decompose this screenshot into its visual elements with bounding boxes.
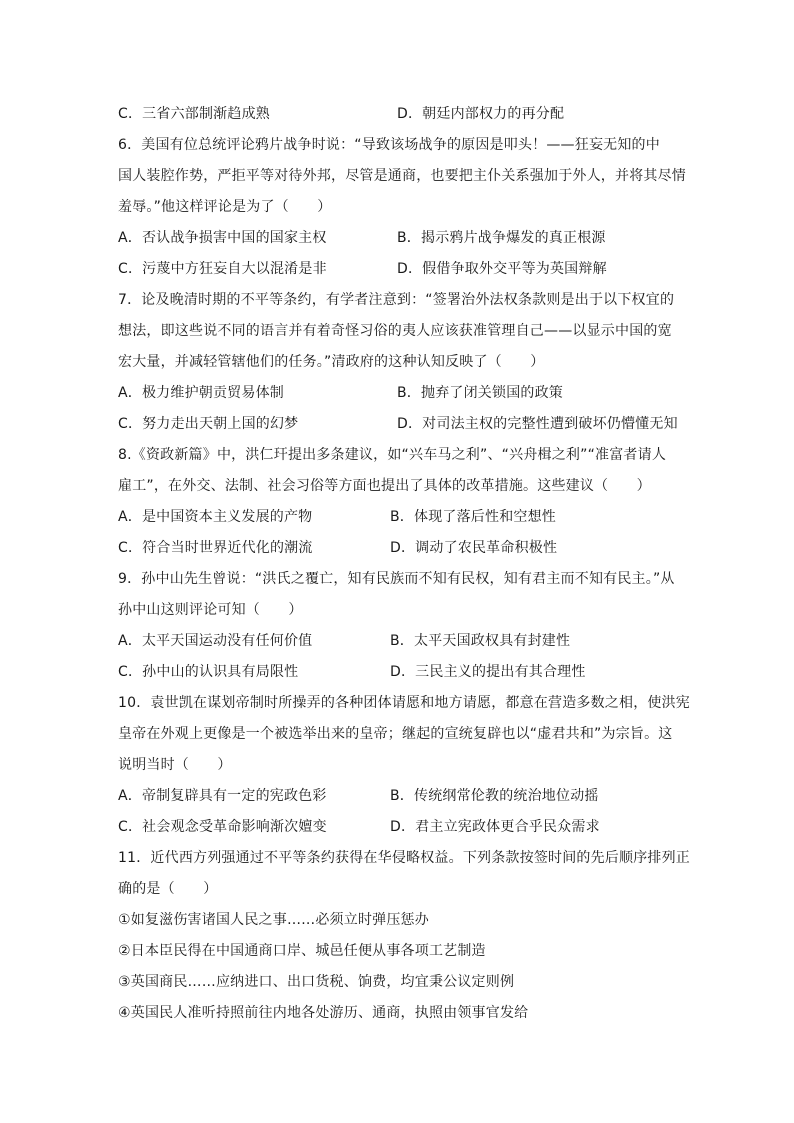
q11-stem-line-2: 确的是（ ） [118,881,218,897]
q8-option-b: B．体现了落后性和空想性 [390,509,557,525]
q6-option-d: D．假借争取外交平等为英国辩解 [397,261,607,277]
q10-option-d: D．君主立宪政体更合乎民众需求 [390,819,600,835]
q6-stem-line-2: 国人装腔作势，严拒平等对待外邦，尽管是通商，也要把主仆关系强加于外人，并将其尽情 [118,168,686,184]
q11-item-1: ①如复滋伤害诸国人民之事……必须立时弹压惩办 [118,912,429,928]
q8-stem-line-2: 雇工”，在外交、法制、社会习俗等方面也提出了具体的改革措施。这些建议（ ） [118,478,651,494]
q7-option-b: B．抛弃了闭关锁国的政策 [397,385,564,401]
q7-option-c: C．努力走出天朝上国的幻梦 [118,416,299,432]
q11-stem-line-1: 11．近代西方列强通过不平等条约获得在华侵略权益。下列条款按签时间的先后顺序排列正 [118,850,691,866]
q11-item-3: ③英国商民……应纳进口、出口货税、饷费，均宜秉公议定则例 [118,974,515,990]
q10-stem-line-3: 说明当时（ ） [118,757,232,773]
q7-option-a: A．极力维护朝贡贸易体制 [118,385,284,401]
q6-option-c: C．污蔑中方狂妄自大以混淆是非 [118,261,327,277]
q6-stem-line-1: 6．美国有位总统评论鸦片战争时说：“导致该场战争的原因是叩头！——狂妄无知的中 [118,137,660,153]
q10-stem-line-1: 10．袁世凯在谋划帝制时所操弄的各种团体请愿和地方请愿，都意在营造多数之相，使洪宪 [118,695,691,711]
q6-option-a: A．否认战争损害中国的国家主权 [118,230,327,246]
q8-option-d: D．调动了农民革命积极性 [390,540,558,556]
q7-stem-line-1: 7．论及晚清时期的不平等条约，有学者注意到：“签署治外法权条款则是出于以下权宜的 [118,292,675,308]
q10-option-c: C．社会观念受革命影响渐次嬗变 [118,819,327,835]
q9-option-d: D．三民主义的提出有其合理性 [390,664,586,680]
option-c-prev: C．三省六部制渐趋成熟 [118,106,270,122]
q11-item-2: ②日本臣民得在中国通商口岸、城邑任便从事各项工艺制造 [118,943,486,959]
q8-option-c: C．符合当时世界近代化的潮流 [118,540,313,556]
q9-option-b: B．太平天国政权具有封建性 [390,633,571,649]
option-d-prev: D．朝廷内部权力的再分配 [397,106,565,122]
q9-stem-line-2: 孙中山这则评论可知（ ） [118,602,303,618]
q6-stem-line-3: 羞辱。”他这样评论是为了（ ） [118,199,332,215]
q7-stem-line-3: 宏大量，并减轻管辖他们的任务。”清政府的这种认知反映了（ ） [118,354,545,370]
q9-option-c: C．孙中山的认识具有局限性 [118,664,299,680]
q6-option-b: B．揭示鸦片战争爆发的真正根源 [397,230,606,246]
q10-option-a: A．帝制复辟具有一定的宪政色彩 [118,788,327,804]
q7-option-d: D．对司法主权的完整性遭到破坏仍懵懂无知 [397,416,678,432]
q10-option-b: B．传统纲常伦教的统治地位动摇 [390,788,599,804]
q8-option-a: A．是中国资本主义发展的产物 [118,509,313,525]
q8-stem-line-1: 8.《资政新篇》中，洪仁玕提出多条建议，如“兴车马之利”、“兴舟楫之利”“准富者请人 [118,447,667,463]
q9-stem-line-1: 9．孙中山先生曾说：“洪氏之覆亡，知有民族而不知有民权，知有君主而不知有民主。”从 [118,571,675,587]
q11-item-4: ④英国民人准听持照前往内地各处游历、通商，执照由领事官发给 [118,1005,529,1021]
q10-stem-line-2: 皇帝在外观上更像是一个被选举出来的皇帝；继起的宣统复辟也以“虚君共和”为宗旨。这 [118,726,673,742]
q7-stem-line-2: 想法，即这些说不同的语言并有着奇怪习俗的夷人应该获准管理自己——以显示中国的宽 [118,323,672,339]
q9-option-a: A．太平天国运动没有任何价值 [118,633,313,649]
